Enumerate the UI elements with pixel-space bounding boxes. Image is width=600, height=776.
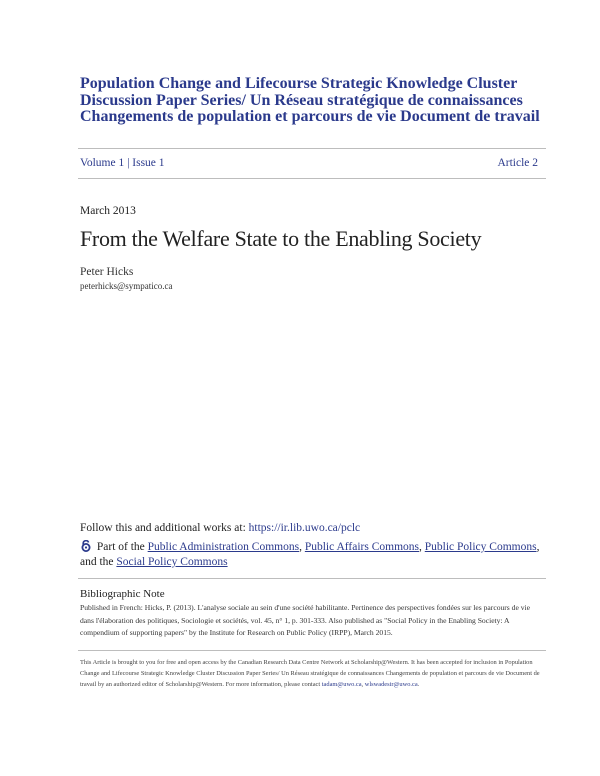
follow-text: Follow this and additional works at:	[80, 522, 246, 534]
email-separator: ,	[361, 681, 365, 688]
commons-link-public-administration[interactable]: Public Administration Commons	[147, 541, 300, 553]
volume-link[interactable]: Volume 1	[80, 157, 125, 169]
commons-separator: ,	[536, 541, 540, 553]
follow-line	[80, 522, 360, 534]
author-email: peterhicks@sympatico.ca	[80, 281, 173, 291]
contact-email-2[interactable]: wlswadesir@uwo.ca	[364, 681, 418, 688]
part-of-commons	[80, 540, 550, 570]
commons-separator: ,	[299, 541, 302, 553]
article-link[interactable]: Article 2	[497, 157, 538, 169]
issue-divider	[78, 178, 546, 179]
top-divider	[78, 148, 546, 149]
part-of-prefix: Part of the	[96, 541, 145, 553]
repository-link[interactable]: https://ir.lib.uwo.ca/pclc	[248, 522, 361, 534]
commons-separator: ,	[419, 541, 422, 553]
publication-date: March 2013	[80, 205, 136, 217]
biblio-divider	[78, 578, 546, 579]
open-access-icon	[80, 540, 92, 552]
contact-email-1[interactable]: tadam@uwo.ca	[321, 681, 362, 688]
series-title[interactable]: Population Change and Lifecourse Strategic Knowledge Cluster Discussion Paper Series/ Un Réseau stratégique de connaissances Changements de population et parcours de vie Document de travail	[80, 75, 540, 125]
commons-link-social-policy[interactable]: Social Policy Commons	[116, 556, 228, 568]
commons-link-public-policy[interactable]: Public Policy Commons	[424, 541, 537, 553]
issue-separator: |	[127, 157, 130, 169]
author-name: Peter Hicks	[80, 266, 134, 278]
issue-row	[80, 157, 538, 169]
commons-link-public-affairs[interactable]: Public Affairs Commons	[304, 541, 419, 553]
footer-divider	[78, 650, 546, 651]
document-title: From the Welfare State to the Enabling Society	[80, 226, 482, 251]
bibliographic-heading: Bibliographic Note	[80, 588, 165, 600]
footer-end: .	[417, 681, 420, 688]
footer-notice	[80, 657, 545, 690]
issue-link[interactable]: Issue 1	[132, 157, 165, 169]
footer-body: This Article is brought to you for free and open access by the Canadian Research Data Centre Network at Scholarship@Western. It has been accepted for inclusion in Population Change and Lifecourse Strategic Knowledge Cluster Discussion Paper Series/ Un Réseau stratégique de connaissances Changements de population et parcours de vie Document de travail by an authorized editor of Scholarship@Western. For more information, please contact	[80, 659, 540, 688]
bibliographic-text: Published in French: Hicks, P. (2013). L'analyse sociale au sein d'une société habilitante. Pertinence des perspectives fondées sur les parcours de vie dans l'élaboration des politiques, Sociologie et sociétés, vol. 45, n° 1, p. 301-333. Also published as "Social Policy in the Enabling Society: A compendium of supporting papers" by the Institute for Research on Public Policy (IRPP), March 2015.	[80, 603, 531, 637]
and-the-text: and the	[80, 556, 114, 568]
